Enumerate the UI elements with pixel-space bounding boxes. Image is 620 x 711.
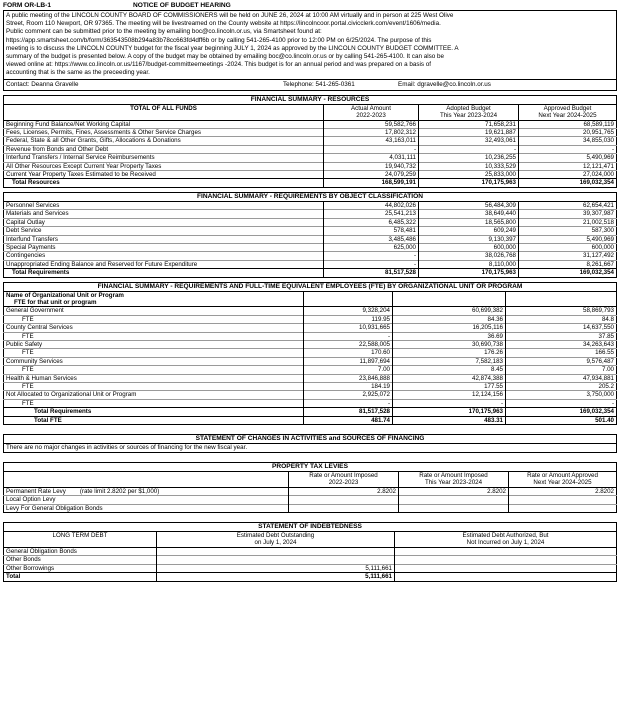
cell: 10,333,529	[419, 162, 519, 170]
table-row	[4, 357, 617, 365]
table-row	[4, 539, 617, 547]
cell: 8.45	[393, 366, 506, 374]
cell: 11,897,694	[304, 357, 393, 365]
cell: 43,163,011	[324, 137, 419, 145]
perm-levy-limit: (rate limit 2.8202 per $1,000)	[79, 487, 160, 495]
table-row	[4, 218, 617, 226]
cell: 2022-2023	[289, 479, 399, 487]
table-row	[4, 324, 617, 332]
cell: Fees, Licenses, Permits, Fines, Assessments & Other Service Charges	[6, 129, 201, 137]
cell	[395, 556, 617, 564]
cell: 17,802,312	[324, 129, 419, 137]
cell	[395, 573, 617, 581]
resources-col1b: 2022-2023	[324, 112, 419, 120]
table-row	[4, 227, 617, 235]
table-row	[4, 243, 617, 251]
changes-text: There are no major changes in activities or sources of financing for the new fiscal year.	[3, 444, 617, 453]
cell: Capital Outlay	[6, 218, 45, 226]
cell: 483.31	[393, 416, 506, 424]
cell: 68,589,119	[519, 120, 617, 128]
resources-col0: TOTAL OF ALL FUNDS	[4, 105, 324, 120]
budget-notice-document	[3, 0, 617, 582]
notice-line: Public comment can be submitted prior to the meeting by emailing boc@co.lincoln.or.us, via Smartsheet found at:	[6, 28, 322, 36]
fte-fte-label: FTE for that unit or program	[14, 298, 97, 306]
contact-email[interactable]: Email: dgravelle@co.lincoln.or.us	[398, 80, 491, 88]
cell: 3,750,000	[506, 391, 617, 399]
cell	[395, 547, 617, 555]
cell: 7.00	[506, 366, 617, 374]
resources-col1a: Actual Amount	[324, 105, 419, 112]
cell: 4,031,111	[324, 154, 419, 162]
cell: All Other Resources Except Current Year Property Taxes	[6, 162, 162, 170]
cell: 481.74	[304, 416, 393, 424]
cell: 60,699,382	[393, 307, 506, 315]
table-row	[4, 162, 617, 170]
cell: 34,263,643	[506, 340, 617, 348]
table-row	[4, 487, 617, 495]
cell	[157, 556, 395, 564]
cell: 587,300	[519, 227, 617, 235]
cell: 71,658,231	[419, 120, 519, 128]
cell: Other Bonds	[6, 556, 41, 564]
cell: 5,111,661	[157, 573, 395, 581]
cell: 10,931,665	[304, 324, 393, 332]
cell: Levy For General Obligation Bonds	[6, 504, 103, 512]
table-row	[4, 202, 617, 210]
cell: 8,110,000	[419, 260, 519, 268]
table-row	[4, 154, 617, 162]
cell: FTE	[22, 315, 34, 323]
cell: 7,582,183	[393, 357, 506, 365]
cell: General Obligation Bonds	[6, 547, 77, 555]
cell: 2.8202	[399, 487, 509, 495]
cell: 14,637,550	[506, 324, 617, 332]
perm-levy-label: Permanent Rate Levy	[6, 487, 66, 495]
cell: 62,654,421	[519, 202, 617, 210]
cell: 24,079,259	[324, 171, 419, 179]
cell: Rate or Amount Imposed	[289, 472, 399, 479]
cell: 23,846,888	[304, 374, 393, 382]
cell: 30,690,738	[393, 340, 506, 348]
cell: 5,490,969	[519, 154, 617, 162]
cell: Beginning Fund Balance/Net Working Capital	[6, 120, 131, 128]
cell: 42,874,388	[393, 374, 506, 382]
cell: Not Incurred on July 1, 2024	[395, 539, 617, 547]
cell: Federal, State & all Other Grants, Gifts, Allocations & Donations	[6, 137, 181, 145]
cell: 38,026,768	[419, 252, 519, 260]
table-row	[4, 292, 617, 299]
cell: 38,649,440	[419, 210, 519, 218]
cell: County Central Services	[6, 324, 73, 332]
cell: Health & Human Services	[6, 374, 77, 382]
cell: 27,024,000	[519, 171, 617, 179]
cell: Total Requirements	[12, 269, 70, 277]
cell: Materials and Services	[6, 210, 69, 218]
cell: 56,484,309	[419, 202, 519, 210]
cell: 600,000	[419, 243, 519, 251]
notice-box	[3, 10, 617, 80]
cell: 169,032,354	[506, 408, 617, 416]
table-row	[4, 399, 617, 407]
cell: -	[324, 260, 419, 268]
cell: 36.69	[393, 332, 506, 340]
total-row	[4, 573, 617, 581]
cell: 10,236,255	[419, 154, 519, 162]
cell: -	[324, 145, 419, 153]
cell: Next Year 2024-2025	[509, 479, 617, 487]
table-row	[4, 340, 617, 348]
table-row	[4, 479, 617, 487]
cell: Rate or Amount Imposed	[399, 472, 509, 479]
cell: 47,934,881	[506, 374, 617, 382]
table-row	[4, 260, 617, 268]
cell: 25,541,213	[324, 210, 419, 218]
cell: Rate or Amount Approved	[509, 472, 617, 479]
table-row	[4, 504, 617, 512]
table-row	[4, 120, 617, 128]
notice-line: viewed online at: https://www.co.lincoln.or.us/1167/budget-committeemeetings -2024. This budget is for an annual period and was prepared on a basis of	[6, 61, 432, 69]
table-row	[4, 383, 617, 391]
resources-table	[3, 105, 617, 188]
cell: -	[506, 399, 617, 407]
cell: 170,175,963	[393, 408, 506, 416]
contact-telephone: Telephone: 541-265-0361	[283, 80, 355, 88]
cell: Total Resources	[12, 179, 60, 187]
cell: 184.19	[304, 383, 393, 391]
resources-col2a: Adopted Budget	[419, 105, 519, 112]
resources-col2b: This Year 2023-2024	[419, 112, 519, 120]
cell: Debt Service	[6, 227, 42, 235]
cell: Estimated Debt Authorized, But	[395, 532, 617, 539]
cell: FTE	[22, 366, 34, 374]
table-row	[4, 472, 617, 479]
total-row	[4, 408, 617, 416]
cell: 3,485,486	[324, 235, 419, 243]
cell: 9,130,397	[419, 235, 519, 243]
cell: Unappropriated Ending Balance and Reserved for Future Expenditure	[6, 260, 198, 268]
cell: 39,307,987	[519, 210, 617, 218]
cell: 170,175,963	[419, 269, 519, 277]
cell: Estimated Debt Outstanding	[157, 532, 395, 539]
table-row	[4, 210, 617, 218]
resources-col3b: Next Year 2024-2025	[519, 112, 617, 120]
table-row	[4, 496, 617, 504]
cell: 578,481	[324, 227, 419, 235]
cell: 625,000	[324, 243, 419, 251]
debt-table	[3, 532, 617, 581]
table-row	[4, 556, 617, 564]
cell: FTE	[22, 349, 34, 357]
cell: 32,493,061	[419, 137, 519, 145]
form-id: FORM OR-LB-1	[3, 2, 51, 9]
cell: 2.8202	[509, 487, 617, 495]
table-row	[4, 145, 617, 153]
cell: 12,124,156	[393, 391, 506, 399]
cell: 81,517,528	[304, 408, 393, 416]
cell: 31,127,492	[519, 252, 617, 260]
notice-line: https://app.smartsheet.com/b/form/363543508b294a83b78cc663fd4dff6b or by calling 541-265-4100 prior to 12:00 PM on 6/25/2024. The purpose of this	[6, 36, 432, 44]
cell: Interfund Transfers / Internal Service Reimbursements	[6, 154, 155, 162]
cell: Total	[6, 573, 21, 581]
total-row	[4, 269, 617, 277]
cell: FTE	[22, 399, 34, 407]
table-row	[4, 315, 617, 323]
cell: Current Year Property Taxes Estimated to be Received	[6, 171, 156, 179]
fte-name-label: Name of Organizational Unit or Program	[6, 291, 124, 299]
table-row	[4, 564, 617, 572]
requirements-table	[3, 202, 617, 278]
notice-line: accounting that is the same as the preceeding year.	[6, 69, 150, 77]
cell: -	[419, 145, 519, 153]
cell: 16,205,116	[393, 324, 506, 332]
contact-name: Contact: Deanna Gravelle	[6, 80, 79, 88]
form-title: NOTICE OF BUDGET HEARING	[133, 2, 231, 9]
cell: 18,565,800	[419, 218, 519, 226]
table-row	[4, 332, 617, 340]
total-row	[4, 179, 617, 187]
notice-line: Street, Room 110 Newport, OR 97365. The meeting will be livestreamed on the County website at https://lincolncoor.portal.civicclerk.com/event/1606/media.	[6, 20, 441, 28]
cell: 12,121,471	[519, 162, 617, 170]
requirements-title: FINANCIAL SUMMARY - REQUIREMENTS BY OBJECT CLASSIFICATION	[3, 192, 617, 202]
cell: -	[304, 399, 393, 407]
cell: 20,951,765	[519, 129, 617, 137]
cell: 84.36	[393, 315, 506, 323]
cell: -	[519, 145, 617, 153]
cell: 9,576,487	[506, 357, 617, 365]
cell: 609,249	[419, 227, 519, 235]
cell: 19,621,887	[419, 129, 519, 137]
cell: Public Safety	[6, 340, 43, 348]
notice-line: summary of the budget is presented below. A copy of the budget may be obtained by emailing boc@co.lincoln.or.us or by calling 541-265-4100. It can also be	[6, 53, 444, 61]
total-fte-row	[4, 416, 617, 424]
changes-title: STATEMENT OF CHANGES IN ACTIVITIES and SOURCES OF FINANCING	[3, 434, 617, 444]
cell: Special Payments	[6, 243, 56, 251]
cell: FTE	[22, 383, 34, 391]
cell: Total FTE	[34, 416, 62, 424]
cell: Not Allocated to Organizational Unit or Program	[6, 391, 137, 399]
fte-title: FINANCIAL SUMMARY - REQUIREMENTS AND FULL-TIME EQUIVALENT EMPLOYEES (FTE) BY ORGANIZATIONAL UNIT OR PROGRAM	[3, 282, 617, 292]
cell: 34,855,030	[519, 137, 617, 145]
cell: LONG TERM DEBT	[52, 532, 108, 540]
cell: 8,261,667	[519, 260, 617, 268]
cell: 22,588,005	[304, 340, 393, 348]
cell: 205.2	[506, 383, 617, 391]
table-row	[4, 391, 617, 399]
cell: 6,485,322	[324, 218, 419, 226]
table-row	[4, 137, 617, 145]
cell: 9,328,204	[304, 307, 393, 315]
table-row	[4, 547, 617, 555]
table-row	[4, 171, 617, 179]
cell: Personnel Services	[6, 201, 60, 209]
cell: 84.8	[506, 315, 617, 323]
cell: 5,111,661	[157, 564, 395, 572]
table-row	[4, 374, 617, 382]
cell: Contingencies	[6, 252, 46, 260]
cell: Revenue from Bonds and Other Debt	[6, 145, 109, 153]
table-row	[4, 235, 617, 243]
cell: 166.55	[506, 349, 617, 357]
cell: 501.40	[506, 416, 617, 424]
table-row	[4, 307, 617, 315]
form-header	[3, 2, 617, 10]
table-row	[4, 366, 617, 374]
cell	[395, 564, 617, 572]
cell: 7.00	[304, 366, 393, 374]
cell: 58,869,793	[506, 307, 617, 315]
cell: Total Requirements	[34, 408, 92, 416]
cell: 37.85	[506, 332, 617, 340]
cell: 177.55	[393, 383, 506, 391]
cell	[157, 547, 395, 555]
cell: 2.8202	[289, 487, 399, 495]
cell: -	[304, 332, 393, 340]
cell: FTE	[22, 332, 34, 340]
table-row	[4, 129, 617, 137]
cell: 19,940,732	[324, 162, 419, 170]
cell: on July 1, 2024	[157, 539, 395, 547]
resources-title: FINANCIAL SUMMARY - RESOURCES	[3, 95, 617, 105]
cell: 169,032,354	[519, 269, 617, 277]
cell: 170.60	[304, 349, 393, 357]
cell: -	[324, 252, 419, 260]
cell: 25,833,000	[419, 171, 519, 179]
table-row	[4, 532, 617, 539]
cell: 21,002,518	[519, 218, 617, 226]
table-row	[4, 252, 617, 260]
cell: Community Services	[6, 357, 63, 365]
notice-line: meeting is to discuss the LINCOLN COUNTY budget for the fiscal year beginning JULY 1, 2024 as approved by the LINCOLN COUNTY BUDGET COMMITTEE. A	[6, 44, 459, 52]
cell: -	[393, 399, 506, 407]
cell: 81,517,528	[324, 269, 419, 277]
levies-table	[3, 472, 617, 513]
cell: General Government	[6, 307, 64, 315]
levies-title: PROPERTY TAX LEVIES	[3, 462, 617, 472]
notice-line: A public meeting of the LINCOLN COUNTY BOARD OF COMMISSIONERS will be held on JUNE 26, 2024 at 10:00 AM virtually and in person at 225 West Olive	[6, 12, 454, 19]
cell: This Year 2023-2024	[399, 479, 509, 487]
cell: 44,802,026	[324, 202, 419, 210]
cell: Local Option Levy	[6, 496, 56, 504]
resources-header-row	[4, 105, 617, 112]
cell: 168,599,191	[324, 179, 419, 187]
cell: Other Borrowings	[6, 564, 55, 572]
cell: 170,175,963	[419, 179, 519, 187]
cell: 59,582,766	[324, 120, 419, 128]
table-row	[4, 349, 617, 357]
table-row	[4, 299, 617, 307]
debt-title: STATEMENT OF INDEBTEDNESS	[3, 522, 617, 532]
fte-table	[3, 292, 617, 426]
cell: Interfund Transfers	[6, 235, 58, 243]
cell: 176.26	[393, 349, 506, 357]
cell: 5,490,969	[519, 235, 617, 243]
cell: 2,925,072	[304, 391, 393, 399]
cell: 600,000	[519, 243, 617, 251]
contact-row	[3, 80, 617, 91]
resources-col3a: Approved Budget	[519, 105, 617, 112]
cell: 119.95	[304, 315, 393, 323]
cell: 169,032,354	[519, 179, 617, 187]
